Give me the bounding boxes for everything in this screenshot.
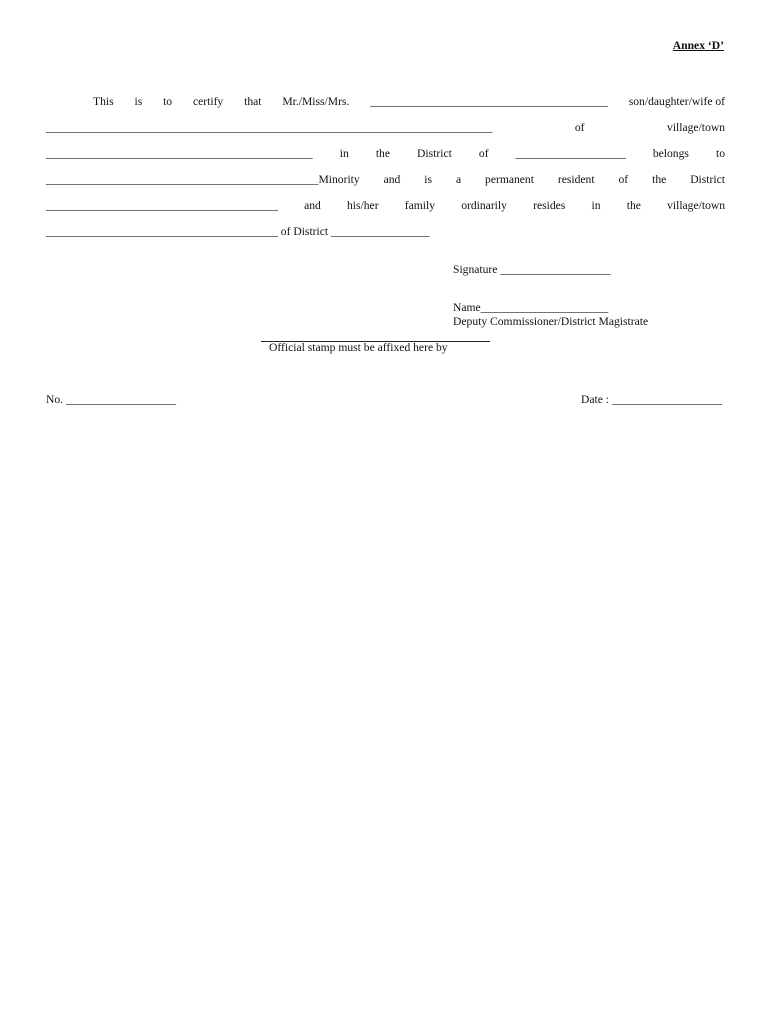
word: of bbox=[478, 147, 489, 160]
word: the bbox=[375, 147, 390, 160]
word: permanent bbox=[485, 173, 534, 186]
word: village/town bbox=[667, 121, 725, 134]
relation-text: son/daughter/wife of bbox=[628, 95, 726, 108]
village-blank[interactable]: ______________________________________________ bbox=[46, 147, 313, 160]
word: to bbox=[163, 95, 173, 108]
word: resident bbox=[557, 173, 595, 186]
word: in bbox=[591, 199, 601, 212]
word: to bbox=[715, 147, 725, 160]
minority-blank[interactable]: _______________________________________________ bbox=[46, 173, 319, 186]
word: of bbox=[618, 173, 629, 186]
word: village/town bbox=[667, 199, 726, 212]
word: a bbox=[455, 173, 462, 186]
word: his/her bbox=[347, 199, 379, 212]
word: Mr./Miss/Mrs. bbox=[282, 95, 350, 108]
word: in bbox=[339, 147, 349, 160]
residence-village-blank[interactable]: ________________________________________ bbox=[46, 225, 278, 238]
word: District bbox=[417, 147, 452, 160]
word: belongs bbox=[652, 147, 689, 160]
certificate-line-6 bbox=[46, 225, 430, 241]
certificate-line-1 bbox=[46, 95, 725, 111]
word: and bbox=[304, 199, 321, 212]
residence-district-blank[interactable]: _________________ bbox=[331, 225, 430, 238]
district-blank[interactable]: ___________________ bbox=[515, 147, 626, 160]
of-district-text: of District bbox=[280, 225, 329, 238]
stamp-note: Official stamp must be affixed here by bbox=[269, 341, 448, 354]
word: the bbox=[626, 199, 641, 212]
word: certify bbox=[192, 95, 224, 108]
word: Minority bbox=[318, 173, 360, 186]
certificate-line-2 bbox=[46, 121, 725, 137]
certificate-line-4 bbox=[46, 173, 725, 189]
certificate-line-3 bbox=[46, 147, 725, 163]
number-field[interactable]: No. ___________________ bbox=[46, 393, 177, 406]
resident-district-blank[interactable]: ________________________________________ bbox=[46, 199, 278, 212]
annex-heading: Annex ‘D’ bbox=[672, 39, 724, 52]
parent-name-blank[interactable]: _____________________________________________________________________________ bbox=[46, 121, 493, 134]
name-blank[interactable]: _________________________________________ bbox=[370, 95, 608, 108]
word: the bbox=[652, 173, 667, 186]
word: and bbox=[383, 173, 401, 186]
date-field[interactable]: Date : ___________________ bbox=[580, 393, 722, 406]
designation-text: Deputy Commissioner/District Magistrate bbox=[453, 315, 649, 328]
word: ordinarily bbox=[461, 199, 507, 212]
word: family bbox=[404, 199, 436, 212]
signature-field[interactable]: Signature ___________________ bbox=[453, 263, 611, 276]
word: District bbox=[690, 173, 725, 186]
word: of bbox=[574, 121, 585, 134]
word: is bbox=[424, 173, 433, 186]
word: is bbox=[134, 95, 143, 108]
word: that bbox=[244, 95, 262, 108]
word: resides bbox=[533, 199, 566, 212]
certificate-line-5 bbox=[46, 199, 725, 215]
word: This bbox=[93, 95, 114, 108]
name-field[interactable]: Name______________________ bbox=[453, 301, 609, 314]
